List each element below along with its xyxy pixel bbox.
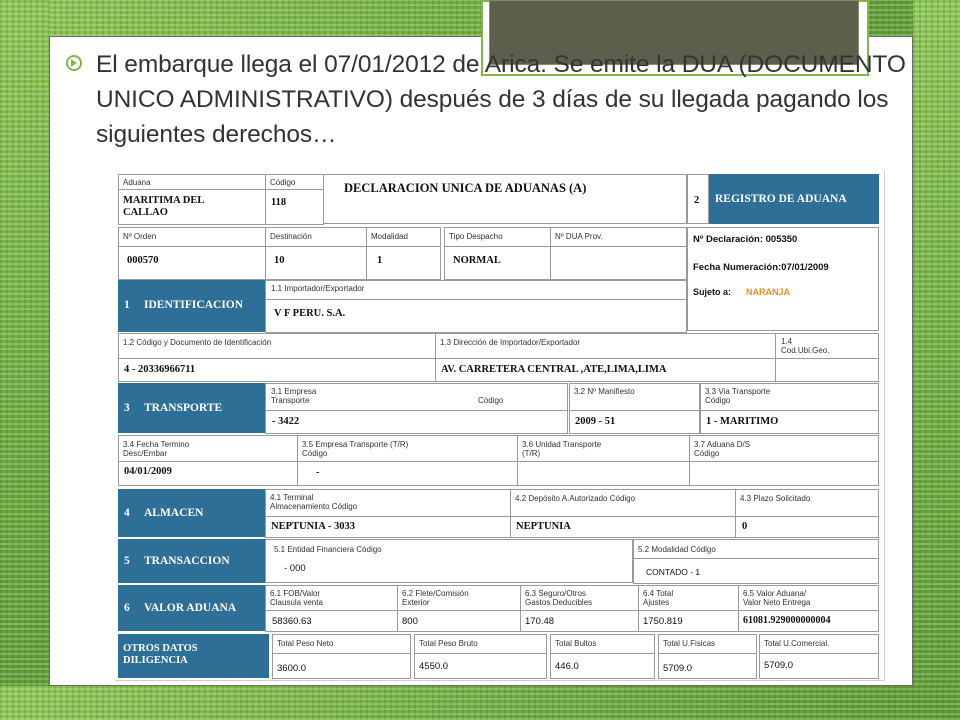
codigo-label: Código xyxy=(270,178,296,187)
dua-form xyxy=(114,170,884,680)
green-fabric-background-right xyxy=(913,0,960,720)
flete-cell xyxy=(397,585,521,631)
orden-cell xyxy=(118,227,266,279)
importador-value: V F PERU. S.A. xyxy=(274,308,346,319)
u-comercial-cell xyxy=(759,634,879,678)
dua-prov-cell xyxy=(550,227,687,279)
dua-prov-label: Nº DUA Prov. xyxy=(555,232,603,241)
modalidad-pago-label: 5.2 Modalidad Código xyxy=(638,545,716,554)
entidad-cell xyxy=(265,539,633,583)
registro-num-cell xyxy=(687,174,709,224)
peso-neto-label: Total Peso Neto xyxy=(277,639,334,648)
seguro-label: 6.3 Seguro/Otros Gastos Deducibles xyxy=(525,589,593,607)
u-comercial-label: Total U.Comercial. xyxy=(764,639,830,648)
modalidad-pago-value: CONTADO - 1 xyxy=(646,567,701,577)
destinacion-cell xyxy=(265,227,367,279)
peso-bruto-label: Total Peso Bruto xyxy=(419,639,478,648)
unidad-cell xyxy=(517,435,690,485)
identificacion-title: IDENTIFICACION xyxy=(144,299,244,311)
manifiesto-label: 3.2 Nº Manifiesto xyxy=(574,387,635,396)
ajustes-label: 6.4 Total Ajustes xyxy=(643,589,674,607)
orden-label: Nº Orden xyxy=(123,232,157,241)
aduana-ds-label: 3.7 Aduana D/S Código xyxy=(694,440,751,458)
fob-label: 6.1 FOB/Valor Clausula venta xyxy=(270,589,323,607)
declaracion-info-cell xyxy=(687,227,879,331)
flete-value: 800 xyxy=(402,616,418,627)
ajustes-cell xyxy=(638,585,739,631)
deposito-value: NEPTUNIA xyxy=(516,521,571,532)
transporte-header xyxy=(118,383,266,433)
almacen-header xyxy=(118,489,266,537)
via-value: 1 - MARITIMO xyxy=(706,416,779,427)
codigo-doc-cell xyxy=(118,333,436,381)
identificacion-num: 1 xyxy=(124,299,130,311)
destinacion-label: Destinación xyxy=(270,232,312,241)
ubigeo-label: 1.4 Cod.Ubi.Geo. xyxy=(781,337,830,355)
importador-cell xyxy=(265,280,687,332)
plazo-value: 0 xyxy=(742,521,748,532)
almacen-title: ALMACEN xyxy=(144,507,204,519)
u-fisicas-cell xyxy=(658,634,757,678)
direccion-value: AV. CARRETERA CENTRAL ,ATE,LIMA,LIMA xyxy=(441,364,667,375)
u-comercial-value: 5709.0 xyxy=(764,660,794,671)
aduana-cell xyxy=(118,174,266,224)
deposito-label: 4.2 Depósito A.Autorizado Código xyxy=(515,494,636,503)
form-title: DECLARACION UNICA DE ADUANAS (A) xyxy=(344,181,587,195)
otros-datos-title: OTROS DATOS DILIGENCIA xyxy=(123,643,198,666)
terminal-label: 4.1 Terminal Almacenamiento Código xyxy=(270,493,358,511)
bultos-value: 446.0 xyxy=(555,661,579,672)
despacho-cell xyxy=(444,227,551,279)
despacho-label: Tipo Despacho xyxy=(449,232,503,241)
transaccion-header xyxy=(118,539,266,583)
despacho-value: NORMAL xyxy=(453,255,501,266)
fecha-numeracion: Fecha Numeración:07/01/2009 xyxy=(693,262,829,273)
direccion-cell xyxy=(435,333,776,381)
green-fabric-background-left xyxy=(0,0,49,720)
transaccion-title: TRANSACCION xyxy=(144,555,230,567)
empresa-tr-value: - xyxy=(316,467,320,478)
empresa-codigo-label: Código xyxy=(478,396,504,405)
seguro-value: 170.48 xyxy=(525,616,555,627)
declaracion-number: Nº Declaración: 005350 xyxy=(693,234,798,245)
bultos-cell xyxy=(550,634,655,678)
via-label: 3.3 Via Transporte Código xyxy=(705,387,771,405)
registro-aduana-title: REGISTRO DE ADUANA xyxy=(715,193,847,205)
aduana-label: Aduana xyxy=(123,178,151,187)
entidad-label: 5.1 Entidad Financiera Código xyxy=(274,545,382,554)
orden-value: 000570 xyxy=(127,255,159,266)
fob-cell xyxy=(265,585,398,631)
green-fabric-background-bottom xyxy=(0,686,960,720)
seguro-cell xyxy=(520,585,639,631)
almacen-num: 4 xyxy=(124,507,130,519)
registro-num: 2 xyxy=(694,195,700,206)
codigo-cell xyxy=(265,174,324,224)
slide-bullet-text: El embarque llega el 07/01/2012 de Arica. Se emite la DUA (DOCUMENTO UNICO ADMINISTRATIVO) después de 3 días de su llegada pagando los siguientes derechos… xyxy=(96,51,906,148)
entidad-value: - 000 xyxy=(284,563,306,574)
empresa-value: - 3422 xyxy=(272,416,300,427)
ubigeo-cell xyxy=(775,333,879,381)
modalidad-value: 1 xyxy=(377,255,383,266)
deposito-cell xyxy=(510,489,736,537)
direccion-label: 1.3 Dirección de Importador/Exportador xyxy=(440,338,581,347)
valor-aduana-num: 6 xyxy=(124,602,130,614)
bultos-label: Total Bultos xyxy=(555,639,597,648)
transporte-title: TRANSPORTE xyxy=(144,402,223,414)
empresa-label: 3.1 Empresa Transporte xyxy=(271,387,317,405)
peso-neto-value: 3600.0 xyxy=(277,663,307,674)
modalidad-pago-cell xyxy=(633,539,879,583)
peso-neto-cell xyxy=(272,634,411,678)
fecha-termino-cell xyxy=(118,435,298,485)
codigo-doc-label: 1.2 Código y Documento de Identificación xyxy=(123,338,272,347)
peso-bruto-cell xyxy=(414,634,547,678)
fecha-termino-label: 3.4 Fecha Termino Desc/Embar xyxy=(123,440,190,458)
terminal-value: NEPTUNIA - 3033 xyxy=(271,521,356,532)
ajustes-value: 1750.819 xyxy=(643,616,683,627)
valor-aduana-title: VALOR ADUANA xyxy=(144,602,237,614)
otros-datos-header xyxy=(118,634,269,678)
codigo-doc-value: 4 - 20336966711 xyxy=(124,364,196,375)
identificacion-header xyxy=(118,280,266,332)
u-fisicas-label: Total U.Fisicas xyxy=(663,639,716,648)
transaccion-num: 5 xyxy=(124,555,130,567)
importador-label: 1.1 Importador/Exportador xyxy=(271,284,365,293)
unidad-label: 3.6 Unidad Transporte (T/R) xyxy=(522,440,602,458)
manifiesto-cell xyxy=(569,383,700,433)
valor-aduana-header xyxy=(118,585,266,631)
registro-aduana-header xyxy=(709,174,879,224)
sujeto-label: Sujeto a: xyxy=(693,287,732,297)
empresa-cell xyxy=(265,383,568,433)
manifiesto-value: 2009 - 51 xyxy=(575,416,616,427)
fob-value: 58360.63 xyxy=(272,616,312,627)
valor-neto-cell xyxy=(738,585,879,631)
transporte-num: 3 xyxy=(124,402,130,414)
valor-neto-label: 6.5 Valor Aduana/ Valor Neto Entrega xyxy=(743,589,811,607)
modalidad-label: Modalidad xyxy=(371,232,408,241)
peso-bruto-value: 4550.0 xyxy=(419,661,449,672)
empresa-tr-cell xyxy=(297,435,518,485)
aduana-value: MARITIMA DEL CALLAO xyxy=(123,195,204,218)
plazo-cell xyxy=(735,489,879,537)
modalidad-cell xyxy=(366,227,441,279)
flete-label: 6.2 Flete/Comisión Exterior xyxy=(402,589,469,607)
fecha-termino-value: 04/01/2009 xyxy=(124,466,172,477)
codigo-value: 118 xyxy=(271,197,287,208)
valor-neto-value: 61081.929000000004 xyxy=(743,615,831,626)
terminal-cell xyxy=(265,489,511,537)
u-fisicas-value: 5709.0 xyxy=(663,663,693,674)
via-cell xyxy=(700,383,879,433)
aduana-ds-cell xyxy=(689,435,879,485)
plazo-label: 4.3 Plazo Solicitado xyxy=(740,494,811,503)
bullet-arrow-icon xyxy=(66,55,82,71)
declaracion-title-cell xyxy=(323,174,687,224)
empresa-tr-label: 3.5 Empresa Transporte (T/R) Código xyxy=(302,440,409,458)
destinacion-value: 10 xyxy=(274,255,285,266)
sujeto-value: NARANJA xyxy=(746,287,791,297)
